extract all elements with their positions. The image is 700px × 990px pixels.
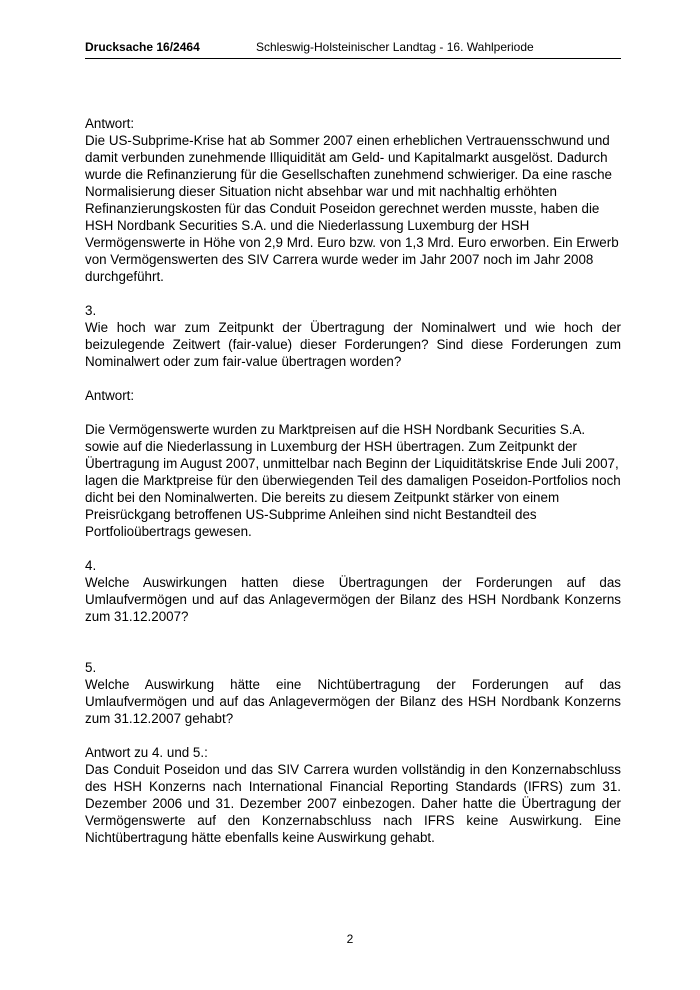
question-4-number: 4. xyxy=(85,558,97,573)
question-5-number: 5. xyxy=(85,660,97,675)
answer-3-text: Die Vermögenswerte wurden zu Marktpreisen auf die HSH Nordbank Securities S.A. sowie auf die Niederlassung in Luxemburg der HSH übertragen. Zum Zeitpunkt der Übertragung im August 2007, unmittelbar nach Beginn der Liquiditätskrise Ende Juli 2007, lagen die Marktpreise für den überwiegenden Teil des damaligen Poseidon-Portfolios noch dicht bei den Nominalwerten. Die bereits zu diesem Zeitpunkt stärker von einem Preisrückgang betroffenen US-Subprime Anleihen sind nicht Bestandteil des Portfolioübertrags gewesen. xyxy=(85,422,621,539)
answer-1-text: Die US-Subprime-Krise hat ab Sommer 2007 einen erheblichen Vertrauensschwund und damit verbunden zunehmende Illiquidität am Geld- und Kapitalmarkt ausgelöst. Dadurch wurde die Refinanzierung für die Gesellschaften zunehmend schwieriger. Da eine rasche Normalisierung dieser Situation nicht absehbar war und mit nachhaltig erhöhten Refinanzierungskosten für das Conduit Poseidon gerechnet werden musste, haben die HSH Nordbank Securities S.A. und die Niederlassung Luxemburg der HSH Vermögenswerte in Höhe von 2,9 Mrd. Euro bzw. von 1,3 Mrd. Euro erworben. Ein Erwerb von Vermögenswerten des SIV Carrera wurde weder im Jahr 2007 noch im Jahr 2008 durchgeführt. xyxy=(85,133,619,284)
answer-4-5-text: Das Conduit Poseidon und das SIV Carrera wurden vollständig in den Konzernabschluss des HSH Konzerns nach International Financial Reporting Standards (IFRS) zum 31. Dezember 2006 und 31. Dezember 2007 einbezogen. Daher hatte die Übertragung der Vermögenswerte auf den Konzernabschluss nach IFRS keine Auswirkung. Eine Nichtübertragung hätte ebenfalls keine Auswirkung gehabt. xyxy=(85,762,621,845)
document-number: Drucksache 16/2464 xyxy=(85,40,200,54)
answer-1-label: Antwort: xyxy=(85,116,135,131)
page-number: 2 xyxy=(346,932,354,946)
question-3-number: 3. xyxy=(85,303,97,318)
parliament-title: Schleswig-Holsteinischer Landtag - 16. Wahlperiode xyxy=(256,40,534,54)
question-5-text: Welche Auswirkung hätte eine Nichtübertragung der Forderungen auf das Umlaufvermögen und auf das Anlagevermögen der Bilanz des HSH Nordbank Konzerns zum 31.12.2007 gehabt? xyxy=(85,677,621,726)
question-4-text: Welche Auswirkungen hatten diese Übertragungen der Forderungen auf das Umlaufvermögen und auf das Anlagevermögen der Bilanz des HSH Nordbank Konzerns zum 31.12.2007? xyxy=(85,575,621,624)
question-3-text: Wie hoch war zum Zeitpunkt der Übertragung der Nominalwert und wie hoch der beizulegende Zeitwert (fair-value) dieser Forderungen? Sind diese Forderungen zum Nominalwert oder zum fair-value übertragen worden? xyxy=(85,320,621,369)
answer-3-label: Antwort: xyxy=(85,388,135,403)
document-body xyxy=(85,115,621,846)
answer-4-5-label: Antwort zu 4. und 5.: xyxy=(85,745,208,760)
page-header xyxy=(85,38,621,59)
